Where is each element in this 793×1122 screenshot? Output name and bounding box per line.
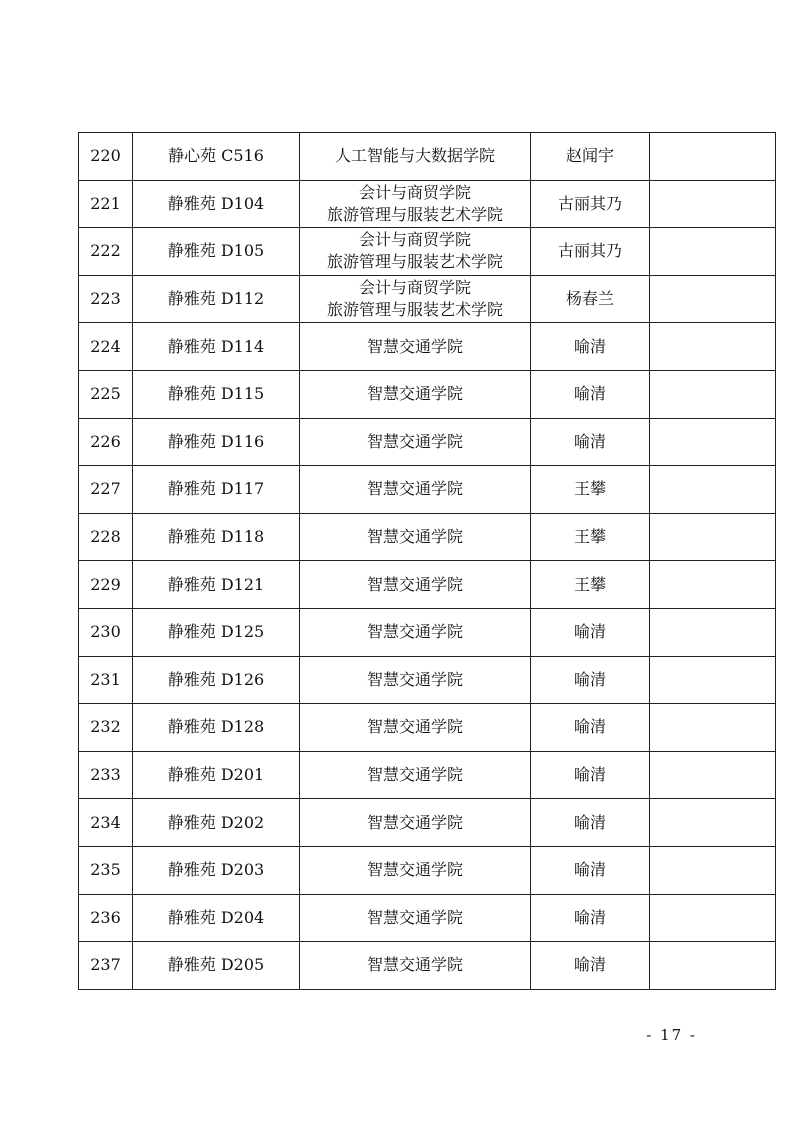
row-number-cell: 229 [79,561,133,609]
college-name: 智慧交通学院 [366,574,463,594]
note-cell [650,466,776,514]
contact-person-cell: 杨春兰 [531,275,650,323]
college-name: 智慧交通学院 [366,622,463,642]
row-number-cell: 221 [79,180,133,228]
college-cell [300,370,531,418]
room-cell: 静雅苑 D204 [133,894,300,942]
row-number-cell: 232 [79,704,133,752]
contact-person-cell: 喻清 [531,608,650,656]
room-cell: 静雅苑 D105 [133,228,300,276]
contact-person-cell: 喻清 [531,894,650,942]
room-cell: 静雅苑 D116 [133,418,300,466]
room-cell: 静雅苑 D205 [133,942,300,990]
room-cell: 静雅苑 D115 [133,370,300,418]
contact-person-cell: 王攀 [531,513,650,561]
row-number-cell: 225 [79,370,133,418]
college-name: 会计与商贸学院 [358,230,471,250]
note-cell [650,704,776,752]
room-cell: 静雅苑 D128 [133,704,300,752]
contact-person-cell: 喻清 [531,942,650,990]
table-row [79,799,776,847]
row-number-cell: 234 [79,799,133,847]
college-cell [300,180,531,228]
college-cell [300,608,531,656]
college-cell [300,846,531,894]
college-cell [300,466,531,514]
college-cell [300,656,531,704]
college-name: 智慧交通学院 [366,431,463,451]
note-cell [650,799,776,847]
row-number-cell: 222 [79,228,133,276]
college-name: 智慧交通学院 [366,669,463,689]
contact-person-cell: 喻清 [531,799,650,847]
table-row [79,751,776,799]
note-cell [650,275,776,323]
contact-person-cell: 喻清 [531,751,650,799]
room-cell: 静雅苑 D117 [133,466,300,514]
note-cell [650,656,776,704]
contact-person-cell: 喻清 [531,323,650,371]
college-name: 人工智能与大数据学院 [334,146,495,166]
note-cell [650,323,776,371]
note-cell [650,942,776,990]
row-number-cell: 235 [79,846,133,894]
room-cell: 静心苑 C516 [133,133,300,181]
college-cell [300,799,531,847]
contact-person-cell: 古丽其乃 [531,228,650,276]
college-name: 智慧交通学院 [366,336,463,356]
table-row [79,180,776,228]
row-number-cell: 228 [79,513,133,561]
note-cell [650,370,776,418]
row-number-cell: 236 [79,894,133,942]
table-row [79,656,776,704]
note-cell [650,180,776,228]
college-name: 智慧交通学院 [366,479,463,499]
contact-person-cell: 喻清 [531,418,650,466]
row-number-cell: 227 [79,466,133,514]
college-cell [300,418,531,466]
note-cell [650,513,776,561]
contact-person-cell: 王攀 [531,561,650,609]
row-number-cell: 224 [79,323,133,371]
college-name: 智慧交通学院 [366,860,463,880]
contact-person-cell: 赵闻宇 [531,133,650,181]
note-cell [650,418,776,466]
college-name: 旅游管理与服装艺术学院 [326,204,503,224]
row-number-cell: 233 [79,751,133,799]
college-cell [300,275,531,323]
table-row [79,513,776,561]
row-number-cell: 220 [79,133,133,181]
college-cell [300,704,531,752]
college-cell [300,323,531,371]
note-cell [650,133,776,181]
room-cell: 静雅苑 D202 [133,799,300,847]
college-name: 智慧交通学院 [366,812,463,832]
note-cell [650,561,776,609]
room-cell: 静雅苑 D201 [133,751,300,799]
college-cell [300,133,531,181]
room-cell: 静雅苑 D125 [133,608,300,656]
table-row [79,561,776,609]
college-name: 旅游管理与服装艺术学院 [326,252,503,272]
note-cell [650,894,776,942]
page-number: - 17 - [646,1026,697,1044]
college-name: 智慧交通学院 [366,527,463,547]
college-cell [300,228,531,276]
room-cell: 静雅苑 D114 [133,323,300,371]
room-cell: 静雅苑 D118 [133,513,300,561]
contact-person-cell: 喻清 [531,704,650,752]
contact-person-cell: 王攀 [531,466,650,514]
note-cell [650,608,776,656]
college-cell [300,561,531,609]
table-row [79,704,776,752]
college-name: 旅游管理与服装艺术学院 [326,300,503,320]
college-cell [300,751,531,799]
contact-person-cell: 古丽其乃 [531,180,650,228]
college-cell [300,513,531,561]
table-row [79,418,776,466]
college-name: 智慧交通学院 [366,384,463,404]
college-name: 会计与商贸学院 [358,278,471,298]
table-row [79,846,776,894]
college-name: 智慧交通学院 [366,907,463,927]
row-number-cell: 226 [79,418,133,466]
room-cell: 静雅苑 D121 [133,561,300,609]
college-name: 智慧交通学院 [366,765,463,785]
table-row [79,228,776,276]
contact-person-cell: 喻清 [531,846,650,894]
row-number-cell: 231 [79,656,133,704]
college-name: 智慧交通学院 [366,955,463,975]
row-number-cell: 237 [79,942,133,990]
table-row [79,608,776,656]
table-row [79,323,776,371]
note-cell [650,228,776,276]
table-row [79,133,776,181]
table-row [79,942,776,990]
note-cell [650,846,776,894]
room-cell: 静雅苑 D203 [133,846,300,894]
row-number-cell: 223 [79,275,133,323]
college-name: 智慧交通学院 [366,717,463,737]
table-row [79,466,776,514]
row-number-cell: 230 [79,608,133,656]
table-row [79,370,776,418]
table-row [79,894,776,942]
note-cell [650,751,776,799]
college-cell [300,894,531,942]
table-row [79,275,776,323]
college-cell [300,942,531,990]
room-cell: 静雅苑 D104 [133,180,300,228]
contact-person-cell: 喻清 [531,656,650,704]
table-body [79,133,776,990]
room-cell: 静雅苑 D126 [133,656,300,704]
room-cell: 静雅苑 D112 [133,275,300,323]
college-name: 会计与商贸学院 [358,182,471,202]
dormitory-assignment-table [78,132,776,990]
contact-person-cell: 喻清 [531,370,650,418]
